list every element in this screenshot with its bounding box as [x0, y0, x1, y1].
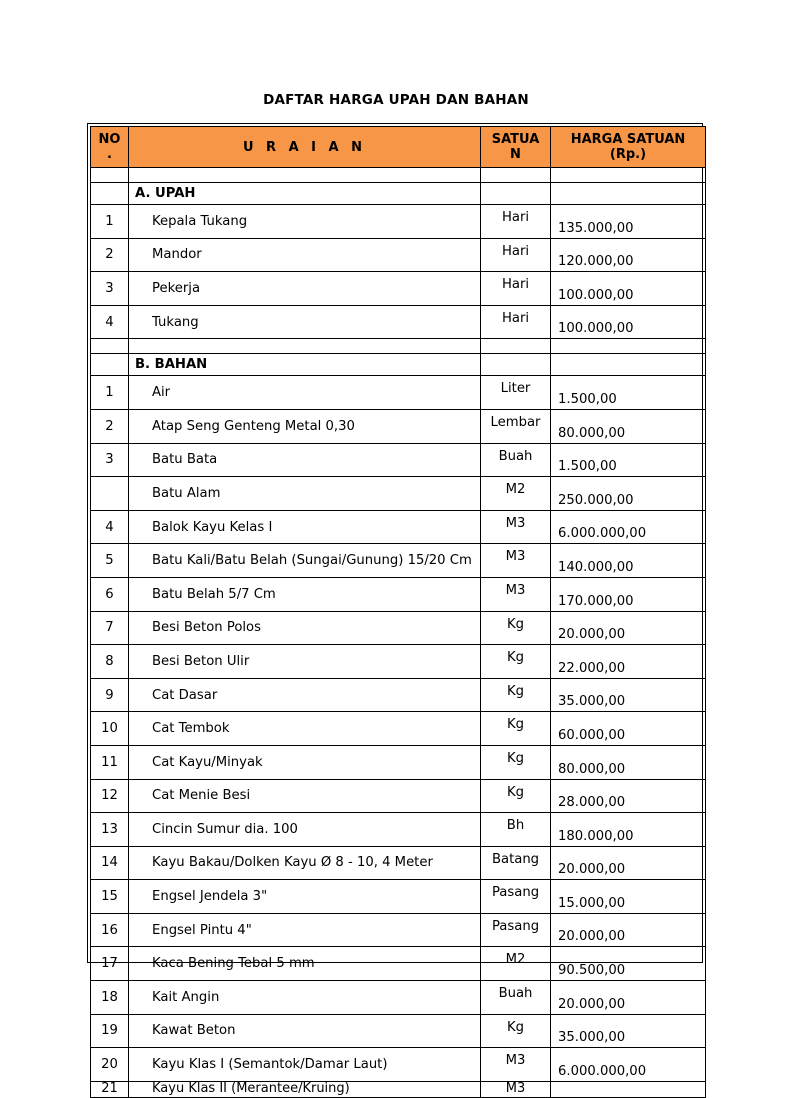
item-description: Kait Angin [129, 981, 481, 1015]
item-unit: Kg [481, 779, 551, 813]
table-row [91, 947, 706, 981]
item-price: 35.000,00 [551, 678, 706, 712]
item-price: 80.000,00 [551, 409, 706, 443]
item-description: Atap Seng Genteng Metal 0,30 [129, 409, 481, 443]
item-price: 1.500,00 [551, 443, 706, 477]
item-number: 16 [91, 913, 129, 947]
header-satuan [481, 127, 551, 168]
item-description: Air [129, 376, 481, 410]
empty-cell [551, 339, 706, 354]
item-unit: Hari [481, 205, 551, 239]
item-unit: Lembar [481, 409, 551, 443]
header-no-line2: . [107, 147, 112, 162]
empty-cell [91, 354, 129, 376]
item-number: 1 [91, 376, 129, 410]
empty-cell [551, 183, 706, 205]
item-price: 170.000,00 [551, 577, 706, 611]
item-number: 20 [91, 1048, 129, 1082]
item-number: 2 [91, 409, 129, 443]
item-description: Kaca Bening Tebal 5 mm [129, 947, 481, 981]
item-unit: Batang [481, 846, 551, 880]
item-unit: Kg [481, 745, 551, 779]
item-description: Batu Belah 5/7 Cm [129, 577, 481, 611]
item-unit: Pasang [481, 880, 551, 914]
item-number: 3 [91, 272, 129, 306]
header-harga [551, 127, 706, 168]
empty-cell [91, 339, 129, 354]
empty-cell [91, 183, 129, 205]
item-number: 7 [91, 611, 129, 645]
table-row [91, 577, 706, 611]
item-price: 6.000.000,00 [551, 510, 706, 544]
item-price: 20.000,00 [551, 846, 706, 880]
empty-cell [481, 183, 551, 205]
table-row [91, 238, 706, 272]
item-description: Batu Alam [129, 477, 481, 511]
section-row [91, 183, 706, 205]
table-row [91, 477, 706, 511]
empty-cell [91, 168, 129, 183]
item-description: Balok Kayu Kelas I [129, 510, 481, 544]
item-price: 22.000,00 [551, 645, 706, 679]
item-unit: M3 [481, 544, 551, 578]
table-row [91, 981, 706, 1015]
table-row [91, 376, 706, 410]
item-number: 4 [91, 305, 129, 339]
item-price: 250.000,00 [551, 477, 706, 511]
empty-cell [551, 354, 706, 376]
item-number: 21 [91, 1081, 129, 1097]
header-harga-line2: (Rp.) [609, 147, 647, 162]
item-unit: M3 [481, 577, 551, 611]
item-description: Tukang [129, 305, 481, 339]
item-price: 1.500,00 [551, 376, 706, 410]
item-description: Besi Beton Polos [129, 611, 481, 645]
item-description: Batu Bata [129, 443, 481, 477]
item-description: Cincin Sumur dia. 100 [129, 813, 481, 847]
table-row [91, 1014, 706, 1048]
item-unit: Buah [481, 981, 551, 1015]
item-unit: Kg [481, 1014, 551, 1048]
item-price: 35.000,00 [551, 1014, 706, 1048]
spacer-row [91, 168, 706, 183]
empty-cell [481, 339, 551, 354]
price-table-frame [87, 123, 703, 1096]
item-price: 20.000,00 [551, 913, 706, 947]
table-body [91, 168, 706, 1098]
header-uraian: U R A I A N [129, 127, 481, 168]
item-unit: M2 [481, 947, 551, 981]
item-number: 5 [91, 544, 129, 578]
item-description: Batu Kali/Batu Belah (Sungai/Gunung) 15/20 Cm [129, 544, 481, 578]
item-number: 19 [91, 1014, 129, 1048]
item-description: Cat Tembok [129, 712, 481, 746]
item-unit: M3 [481, 510, 551, 544]
item-price: 20.000,00 [551, 611, 706, 645]
empty-cell [481, 354, 551, 376]
section-label: A. UPAH [129, 183, 481, 205]
table-row [91, 745, 706, 779]
item-number: 15 [91, 880, 129, 914]
item-number: 2 [91, 238, 129, 272]
item-description: Cat Menie Besi [129, 779, 481, 813]
page-title: DAFTAR HARGA UPAH DAN BAHAN [263, 92, 529, 108]
table-row [91, 846, 706, 880]
item-price: 6.000.000,00 [551, 1048, 706, 1082]
item-unit: Buah [481, 443, 551, 477]
item-unit: Hari [481, 272, 551, 306]
item-price: 15.000,00 [551, 880, 706, 914]
section-row [91, 354, 706, 376]
item-unit: Kg [481, 611, 551, 645]
item-unit: M2 [481, 477, 551, 511]
item-description: Kayu Klas II (Merantee/Kruing) [129, 1081, 481, 1097]
price-table [90, 126, 706, 1098]
item-unit: Hari [481, 238, 551, 272]
table-row [91, 305, 706, 339]
item-description: Kepala Tukang [129, 205, 481, 239]
table-row [91, 645, 706, 679]
item-description: Besi Beton Ulir [129, 645, 481, 679]
table-row [91, 678, 706, 712]
item-unit: Bh [481, 813, 551, 847]
section-label: B. BAHAN [129, 354, 481, 376]
item-number: 14 [91, 846, 129, 880]
table-row [91, 205, 706, 239]
item-unit: Kg [481, 645, 551, 679]
empty-cell [481, 168, 551, 183]
table-row [91, 510, 706, 544]
item-price: 140.000,00 [551, 544, 706, 578]
item-price: 60.000,00 [551, 712, 706, 746]
item-description: Cat Dasar [129, 678, 481, 712]
empty-cell [551, 168, 706, 183]
table-row [91, 611, 706, 645]
empty-cell [129, 168, 481, 183]
item-number: 12 [91, 779, 129, 813]
header-harga-line1: HARGA SATUAN [570, 132, 686, 147]
item-number: 10 [91, 712, 129, 746]
item-price: 135.000,00 [551, 205, 706, 239]
header-satuan-line2: N [510, 147, 521, 162]
item-description: Engsel Pintu 4" [129, 913, 481, 947]
item-unit: M3 [481, 1081, 551, 1097]
table-row [91, 272, 706, 306]
header-no [91, 127, 129, 168]
item-unit: Liter [481, 376, 551, 410]
item-unit: Pasang [481, 913, 551, 947]
item-description: Kawat Beton [129, 1014, 481, 1048]
table-row [91, 409, 706, 443]
table-row [91, 813, 706, 847]
table-row [91, 913, 706, 947]
item-price: 120.000,00 [551, 238, 706, 272]
table-row [91, 1081, 706, 1097]
item-price: 100.000,00 [551, 272, 706, 306]
item-number: 6 [91, 577, 129, 611]
item-unit: Kg [481, 712, 551, 746]
header-satuan-line1: SATUA [491, 132, 540, 147]
item-unit: Hari [481, 305, 551, 339]
item-number: 4 [91, 510, 129, 544]
item-number: 13 [91, 813, 129, 847]
item-number: 1 [91, 205, 129, 239]
item-number: 17 [91, 947, 129, 981]
item-price: 90.500,00 [551, 947, 706, 981]
item-description: Engsel Jendela 3" [129, 880, 481, 914]
item-description: Mandor [129, 238, 481, 272]
table-row [91, 1048, 706, 1082]
item-price: 28.000,00 [551, 779, 706, 813]
header-no-line1: NO [98, 132, 121, 147]
item-price [551, 1081, 706, 1097]
item-price: 80.000,00 [551, 745, 706, 779]
item-number: 18 [91, 981, 129, 1015]
table-row [91, 779, 706, 813]
item-number: 8 [91, 645, 129, 679]
table-row [91, 712, 706, 746]
table-row [91, 443, 706, 477]
item-description: Kayu Klas I (Semantok/Damar Laut) [129, 1048, 481, 1082]
table-row [91, 544, 706, 578]
item-number: 11 [91, 745, 129, 779]
item-number: 3 [91, 443, 129, 477]
spacer-row [91, 339, 706, 354]
item-number: 9 [91, 678, 129, 712]
item-number [91, 477, 129, 511]
item-description: Kayu Bakau/Dolken Kayu Ø 8 - 10, 4 Meter [129, 846, 481, 880]
item-price: 180.000,00 [551, 813, 706, 847]
item-unit: Kg [481, 678, 551, 712]
item-unit: M3 [481, 1048, 551, 1082]
item-description: Pekerja [129, 272, 481, 306]
item-price: 100.000,00 [551, 305, 706, 339]
empty-cell [129, 339, 481, 354]
table-row [91, 880, 706, 914]
item-description: Cat Kayu/Minyak [129, 745, 481, 779]
table-header-row [91, 127, 706, 168]
item-price: 20.000,00 [551, 981, 706, 1015]
